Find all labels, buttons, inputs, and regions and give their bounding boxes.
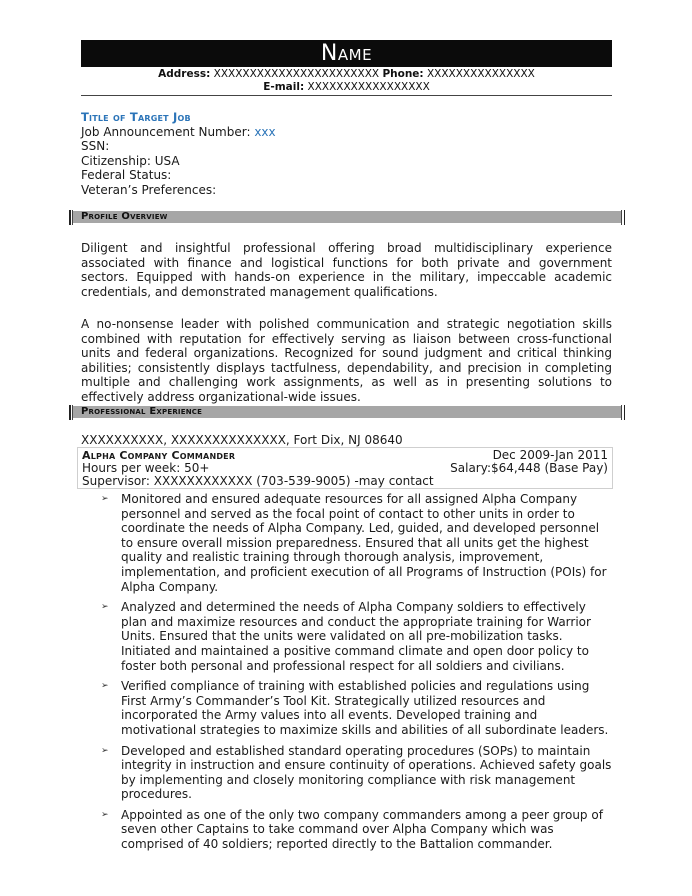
section-title: Profile Overview (81, 211, 168, 222)
bar-rule-right-inner (621, 210, 622, 225)
profile-paragraph-1: Diligent and insightful professional offering broad multidisciplinary experience associated with finance and logistical functions for both private and government sectors. Equipped with hands-on experience in the military, impeccable academic credentials, and demonstrated management qualifications. (81, 241, 612, 299)
veterans-preferences-line: Veteran’s Preferences: (81, 182, 217, 197)
bullet-text: Analyzed and determined the needs of Alpha Company soldiers to effectively plan and maximize resources and conduct the appropriate training for Warrior Units. Ensured that the units were validated on all pre-mobilization tasks. Initiated and maintained a positive command climate and open door policy to foster both personal and professional respect for all soldiers and civilians. (121, 600, 591, 673)
phone-value: XXXXXXXXXXXXXXX (426, 68, 535, 80)
list-item (101, 744, 613, 802)
contact-line-address-phone (81, 68, 612, 81)
address-label: Address: (158, 68, 211, 80)
address-value: XXXXXXXXXXXXXXXXXXXXXXX (213, 68, 380, 80)
federal-status-line: Federal Status: (81, 168, 172, 182)
citizenship-line: Citizenship: USA (81, 153, 180, 168)
arrowhead-bullet-icon: ➢ (101, 681, 109, 692)
target-job-block (81, 110, 276, 197)
bullet-text: Developed and established standard operating procedures (SOPs) to maintain integrity in instruction and ensure continuity of operations. Achieved safety goals by implementing and closely monitoring compliance with risk management procedures. (121, 743, 612, 802)
arrowhead-bullet-icon: ➢ (101, 602, 109, 613)
section-title: Professional Experience (81, 406, 203, 417)
header-divider (81, 95, 612, 96)
bar-rule-left-inner (72, 210, 73, 225)
bar-rule-right (624, 210, 626, 225)
job-row-supervisor (82, 475, 608, 489)
profile-paragraph-2: A no-nonsense leader with polished communication and strategic negotiation skills combined with reputation for effectively serving as liaison between cross-functional units and federal organizations. Recognized for sound judgment and critical thinking abilities; consistently displays tactfulness, dependability, and precision in completing multiple and challenging work assignments, as well as in presenting solutions to effectively address organizational-wide issues. (81, 317, 612, 404)
job-hours: Hours per week: 50+ (82, 461, 210, 475)
email-value: XXXXXXXXXXXXXXXXX (307, 81, 430, 93)
email-label: E-mail: (263, 81, 305, 93)
target-job-title: Title of Target Job (81, 110, 191, 124)
phone-label: Phone: (382, 68, 424, 80)
announcement-line (81, 125, 276, 140)
job-salary: Salary:$64,448 (Base Pay) (450, 461, 608, 475)
bullet-text: Verified compliance of training with established policies and regulations using First Army’s Commander’s Tool Kit. Strategically utilized resources and incorporated the Army values into all events. Developed training and motivational strategies to maximize skills and abilities of all subordinate leaders. (121, 679, 609, 737)
candidate-name: Name (320, 41, 373, 66)
employer-line: XXXXXXXXXX, XXXXXXXXXXXXXX, Fort Dix, NJ 08640 (81, 433, 403, 447)
list-item (101, 679, 613, 737)
arrowhead-bullet-icon: ➢ (101, 745, 109, 756)
name-banner (81, 40, 612, 67)
announcement-value: xxx (254, 124, 276, 139)
list-item (101, 808, 613, 852)
announcement-label: Job Announcement Number: (81, 124, 251, 139)
bar-rule-right (624, 405, 626, 420)
job-title: Alpha Company Commander (82, 449, 236, 462)
job-dates: Dec 2009-Jan 2011 (492, 448, 608, 462)
section-header-profile-overview (72, 211, 622, 223)
bar-rule-right-inner (621, 405, 622, 420)
list-item (101, 600, 613, 673)
bar-rule-left (69, 210, 71, 225)
bar-rule-left-inner (72, 405, 73, 420)
arrowhead-bullet-icon: ➢ (101, 809, 109, 820)
job-supervisor: Supervisor: XXXXXXXXXXXX (703-539-9005) -may contact (82, 474, 434, 488)
bullet-text: Appointed as one of the only two company commanders among a peer group of seven other Captains to take command over Alpha Company which was comprised of 40 soldiers; reported directly to the Battalion commander. (121, 807, 603, 852)
contact-line-email (81, 81, 612, 94)
ssn-line: SSN: (81, 139, 110, 153)
section-header-professional-experience (72, 406, 622, 418)
bar-rule-left (69, 405, 71, 420)
experience-bullet-list (101, 492, 613, 858)
list-item (101, 492, 613, 594)
bullet-text: Monitored and ensured adequate resources for all assigned Alpha Company personnel and served as the focal point of contact to other units in order to coordinate the needs of Alpha Company. Led, guided, and developed personnel to ensure overall mission preparedness. Ensured that all units get the highest quality and realistic training through thorough analysis, improvement, implementation, and proficient execution of all Programs of Instruction (POIs) for Alpha Company. (121, 492, 607, 594)
arrowhead-bullet-icon: ➢ (101, 494, 109, 504)
job-summary-box (77, 447, 613, 489)
